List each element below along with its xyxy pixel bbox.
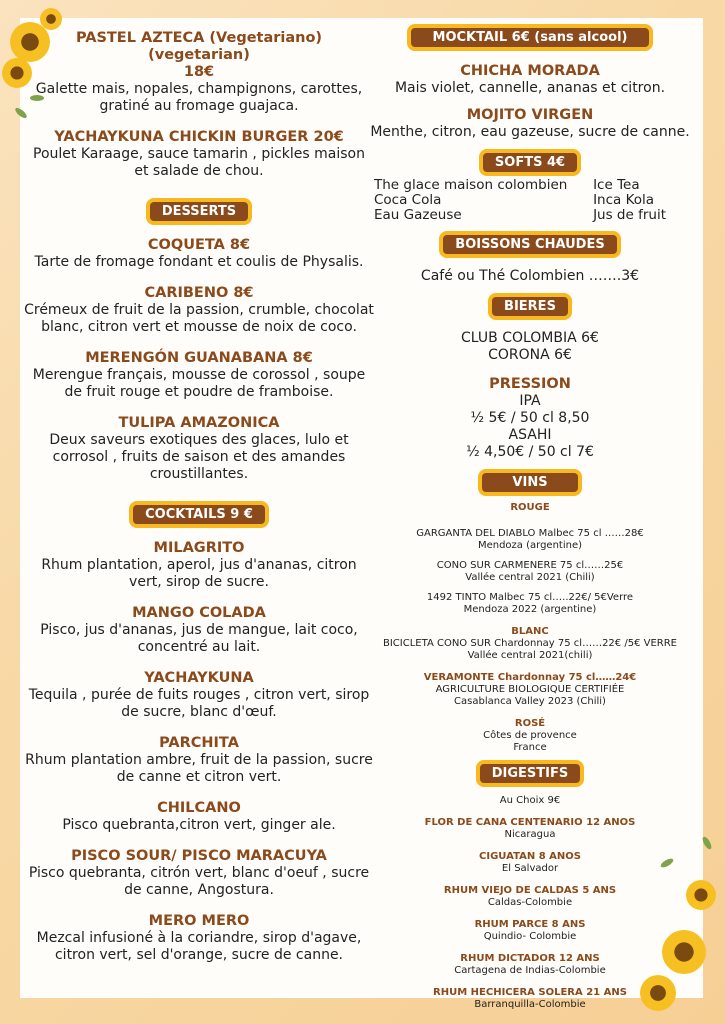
wine-item [360,638,700,662]
item-name: MERO MERO [148,913,250,929]
item-name: MERENGÓN GUANABANA 8€ [85,350,313,366]
item-name: MOJITO VIRGEN [466,107,594,123]
wine-name: VERAMONTE Chardonnay 75 cl……24€ [423,672,637,683]
digestif-item [360,987,700,1011]
wine-name: CONO SUR CARMENERE 75 cl……25€ [436,560,624,571]
rouge-title: ROUGE [510,502,550,513]
mocktail-header: MOCKTAIL 6€ (sans alcool) [407,24,654,51]
item-description: Tarte de fromage fondant et coulis de Physalis. [34,254,364,270]
item-price: 18€ [183,64,215,80]
cocktail-item [24,800,374,834]
item-name: PISCO SOUR/ PISCO MARACUYA [71,848,327,864]
wine-item [360,528,700,552]
cocktail-item [24,913,374,964]
beer-item: CORONA 6€ [488,347,572,363]
item-name: COQUETA 8€ [147,237,251,253]
item-name: MILAGRITO [153,540,245,556]
wine-origin: Mendoza 2022 (argentine) [463,604,597,615]
item-description: Pisco, jus d'ananas, jus de mangue, lait coco, concentré au lait. [40,622,358,655]
wine-origin: Casablanca Valley 2023 (Chili) [454,696,606,707]
pression-line: ½ 5€ / 50 cl 8,50 [470,410,590,426]
digestif-item [360,817,700,841]
digestif-item [360,851,700,875]
item-description: Pisco quebranta, citrón vert, blanc d'oeuf , sucre de canne, Angostura. [28,865,370,898]
pression-line: ASAHI [508,427,552,443]
digestif-name: RHUM DICTADOR 12 ANS [460,953,600,964]
item-description: Galette mais, nopales, champignons, carottes, gratiné au fromage guajaca. [35,81,363,114]
digestif-name: RHUM VIEJO DE CALDAS 5 ANS [443,885,617,896]
item-description: Menthe, citron, eau gazeuse, sucre de canne. [370,124,690,140]
wine-origin: Vallée central 2021 (Chili) [465,572,595,583]
item-description: Rhum plantation, aperol, jus d'ananas, citron vert, sirop de sucre. [41,557,357,590]
digestif-origin: El Salvador [501,863,559,874]
cocktail-item [24,670,374,721]
digestif-item [360,953,700,977]
dessert-item [24,350,374,401]
item-description: Rhum plantation ambre, fruit de la passion, sucre de canne et citron vert. [25,752,373,785]
dessert-item [24,415,374,483]
digestif-name: RHUM PARCE 8 ANS [474,919,586,930]
soft-item: Coca Cola [374,192,442,208]
pression-line: IPA [519,393,541,409]
digestif-origin: Quindio- Colombie [483,931,577,942]
softs-list [360,178,700,223]
menu-item [24,30,374,115]
beers-header: BIERES [488,293,572,320]
hot-drink-item: Café ou Thé Colombien …….3€ [420,268,640,284]
soft-item: The glace maison colombien [374,177,568,193]
pression-title: PRESSION [489,376,571,392]
item-description: Merengue français, mousse de corossol , soupe de fruit rouge et poudre de framboise. [32,367,366,400]
desserts-header: DESSERTS [146,198,252,225]
item-name: TULIPA AMAZONICA [118,415,280,431]
rose-title: ROSÉ [514,718,546,729]
item-description: Mais violet, cannelle, ananas et citron. [394,80,666,96]
item-name: CHILCANO [157,800,241,816]
digestif-origin: Cartagena de Indias-Colombie [454,965,606,976]
wine-name: GARGANTA DEL DIABLO Malbec 75 cl ……28€ [416,528,644,539]
mocktail-item [360,107,700,141]
digestif-origin: Caldas-Colombie [487,897,573,908]
wine-origin: Vallée central 2021(chili) [467,650,593,661]
cocktails-header: COCKTAILS 9 € [129,501,269,528]
soft-item: Inca Kola [593,192,655,208]
hot-drinks-header: BOISSONS CHAUDES [439,231,620,258]
left-column [24,30,374,978]
mocktail-item [360,63,700,97]
blanc-title: BLANC [511,626,549,637]
dessert-item [24,285,374,336]
digestif-origin: Barranquilla-Colombie [474,999,586,1010]
right-column [360,20,700,1011]
item-name: CHICHA MORADA [460,63,600,79]
digestif-name: CIGUATAN 8 ANOS [479,851,581,862]
cocktail-item [24,540,374,591]
cocktail-item [24,848,374,899]
item-description: Deux saveurs exotiques des glaces, lulo et corrosol , fruits de saison et des amandes croustillantes. [49,432,349,482]
wine-item [360,672,700,708]
digestif-name: FLOR DE CANA CENTENARIO 12 ANOS [424,817,636,828]
digestif-origin: Nicaragua [504,829,556,840]
item-name: YACHAYKUNA CHICKIN BURGER 20€ [54,129,344,145]
wine-certification: AGRICULTURE BIOLOGIQUE CERTIFIÉE [435,684,625,695]
soft-item: Eau Gazeuse [374,207,462,223]
item-name: CARIBENO 8€ [144,285,254,301]
digestifs-choice: Au Choix 9€ [499,795,561,806]
wine-name: 1492 TINTO Malbec 75 cl…..22€/ 5€Verre [426,592,634,603]
item-description: Poulet Karaage, sauce tamarin , pickles maison et salade de chou. [33,146,365,179]
pression-line: ½ 4,50€ / 50 cl 7€ [466,444,594,460]
softs-header: SOFTS 4€ [479,149,581,176]
digestif-item [360,885,700,909]
soft-item: Ice Tea [593,177,640,193]
item-name: PASTEL AZTECA (Vegetariano) (vegetarian) [75,30,323,63]
digestif-name: RHUM HECHICERA SOLERA 21 ANS [433,987,627,998]
digestif-item [360,919,700,943]
soft-item: Jus de fruit [593,207,666,223]
menu-item [24,129,374,180]
wine-name: BICICLETA CONO SUR Chardonnay 75 cl……22€ /5€ VERRE [383,638,677,649]
item-description: Crémeux de fruit de la passion, crumble, chocolat blanc, citron vert et mousse de noix de coco. [24,302,374,335]
beer-item: CLUB COLOMBIA 6€ [461,330,599,346]
digestifs-header: DIGESTIFS [476,760,585,787]
wines-header: VINS [478,469,581,496]
rose-line: France [513,742,547,753]
item-name: PARCHITA [159,735,239,751]
item-name: MANGO COLADA [132,605,266,621]
item-name: YACHAYKUNA [144,670,254,686]
cocktail-item [24,735,374,786]
wine-item [360,592,700,616]
wine-origin: Mendoza (argentine) [477,540,583,551]
item-description: Mezcal infusioné à la coriandre, sirop d'agave, citron vert, sel d'orange, sucre de canne. [36,930,362,963]
cocktail-item [24,605,374,656]
item-description: Tequila , purée de fuits rouges , citron vert, sirop de sucre, blanc d'œuf. [28,687,370,720]
wine-item [360,560,700,584]
rose-line: Côtes de provence [483,730,577,741]
item-description: Pisco quebranta,citron vert, ginger ale. [62,817,336,833]
dessert-item [24,237,374,271]
